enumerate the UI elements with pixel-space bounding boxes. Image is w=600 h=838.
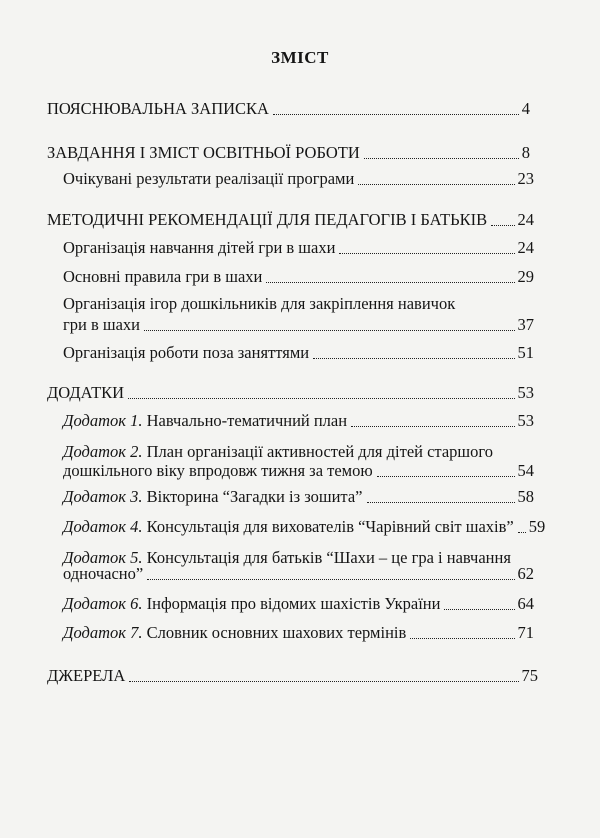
toc-page-number: 59	[528, 517, 546, 536]
toc-page-number: 8	[521, 143, 530, 162]
leader-dots	[491, 225, 514, 226]
toc-entry-text: Додаток 2. План організації активностей для дітей старшого	[63, 442, 493, 461]
toc-entry	[63, 343, 534, 363]
appendix-label: Додаток 1.	[63, 411, 143, 430]
appendix-label: Додаток 7.	[63, 623, 143, 642]
leader-dots	[410, 638, 514, 639]
toc-entry-text: МЕТОДИЧНІ РЕКОМЕНДАЦІЇ ДЛЯ ПЕДАГОГІВ І БАТЬКІВ	[47, 210, 488, 229]
leader-dots	[266, 282, 514, 283]
toc-entry-text: Додаток 4. Консультація для вихователів “Чарівний світ шахів”	[63, 517, 514, 536]
toc-entry-text: Додаток 3. Вікторина “Загадки із зошита”	[63, 487, 363, 506]
toc-entry	[47, 143, 530, 163]
leader-dots	[273, 114, 519, 115]
toc-entry	[47, 383, 534, 403]
toc-page-number: 54	[517, 461, 534, 480]
toc-entry	[63, 238, 534, 258]
appendix-label: Додаток 6.	[63, 594, 143, 613]
toc-page-number: 58	[517, 487, 534, 506]
toc-entry-text: Додаток 7. Словник основних шахових термінів	[63, 623, 407, 642]
toc-entry	[63, 411, 534, 431]
toc-entry-text: ДЖЕРЕЛА	[47, 666, 126, 685]
toc-entry-text-continued: дошкільного віку впродовж тижня за темою	[63, 461, 373, 480]
toc-entry	[63, 623, 534, 643]
toc-page-number: 62	[517, 564, 534, 583]
leader-dots	[144, 330, 515, 331]
toc-entry	[63, 517, 546, 537]
appendix-label: Додаток 3.	[63, 487, 143, 506]
toc-entry	[47, 99, 530, 119]
toc-entry	[63, 564, 534, 584]
toc-entry	[63, 315, 534, 335]
leader-dots	[518, 532, 526, 533]
toc-page-number: 24	[517, 210, 534, 229]
toc-entry-text-continued: гри в шахи	[63, 315, 140, 334]
toc-page-number: 24	[517, 238, 534, 257]
toc-entry	[63, 487, 534, 507]
toc-entry	[63, 169, 534, 189]
toc-page-number: 53	[517, 383, 534, 402]
leader-dots	[444, 609, 514, 610]
toc-entry-text: Додаток 1. Навчально-тематичний план	[63, 411, 348, 430]
toc-entry	[47, 666, 538, 686]
toc-entry-text: Організація роботи поза заняттями	[63, 343, 310, 362]
page-title: ЗМІСТ	[271, 48, 329, 67]
leader-dots	[377, 476, 515, 477]
leader-dots	[367, 502, 515, 503]
leader-dots	[147, 579, 514, 580]
toc-page-number: 23	[517, 169, 534, 188]
toc-entry-text: Додаток 6. Інформація про відомих шахістів України	[63, 594, 441, 613]
toc-entry-text: Організація навчання дітей гри в шахи	[63, 238, 336, 257]
leader-dots	[313, 358, 514, 359]
toc-entry	[63, 267, 534, 287]
toc-entry-text: Основні правила гри в шахи	[63, 267, 263, 286]
toc-entry-text: ПОЯСНЮВАЛЬНА ЗАПИСКА	[47, 99, 269, 118]
toc-entry-text: ДОДАТКИ	[47, 383, 125, 402]
leader-dots	[351, 426, 514, 427]
appendix-label: Додаток 4.	[63, 517, 143, 536]
toc-entry-text: Організація ігор дошкільників для закріплення навичок	[63, 294, 456, 313]
leader-dots	[364, 158, 519, 159]
toc-entry-text: ЗАВДАННЯ І ЗМІСТ ОСВІТНЬОЇ РОБОТИ	[47, 143, 360, 162]
toc-entry-text: Очікувані результати реалізації програми	[63, 169, 355, 188]
toc-page-number: 64	[517, 594, 534, 613]
toc-page-number: 29	[517, 267, 534, 286]
leader-dots	[129, 681, 518, 682]
toc-page-number: 71	[517, 623, 534, 642]
toc-page-number: 51	[517, 343, 534, 362]
toc-page-number: 37	[517, 315, 534, 334]
toc-page-number: 53	[517, 411, 534, 430]
leader-dots	[339, 253, 514, 254]
toc-page-number: 75	[521, 666, 538, 685]
leader-dots	[358, 184, 514, 185]
toc-page-number: 4	[521, 99, 530, 118]
toc-entry-text-continued: одночасно”	[63, 564, 144, 583]
toc-entry	[63, 594, 534, 614]
leader-dots	[128, 398, 514, 399]
toc-entry-text: Додаток 5. Консультація для батьків “Шахи – це гра і навчання	[63, 548, 511, 567]
appendix-label: Додаток 2.	[63, 442, 143, 461]
appendix-label: Додаток 5.	[63, 548, 143, 567]
toc-entry	[47, 210, 534, 230]
toc-entry	[63, 461, 534, 481]
